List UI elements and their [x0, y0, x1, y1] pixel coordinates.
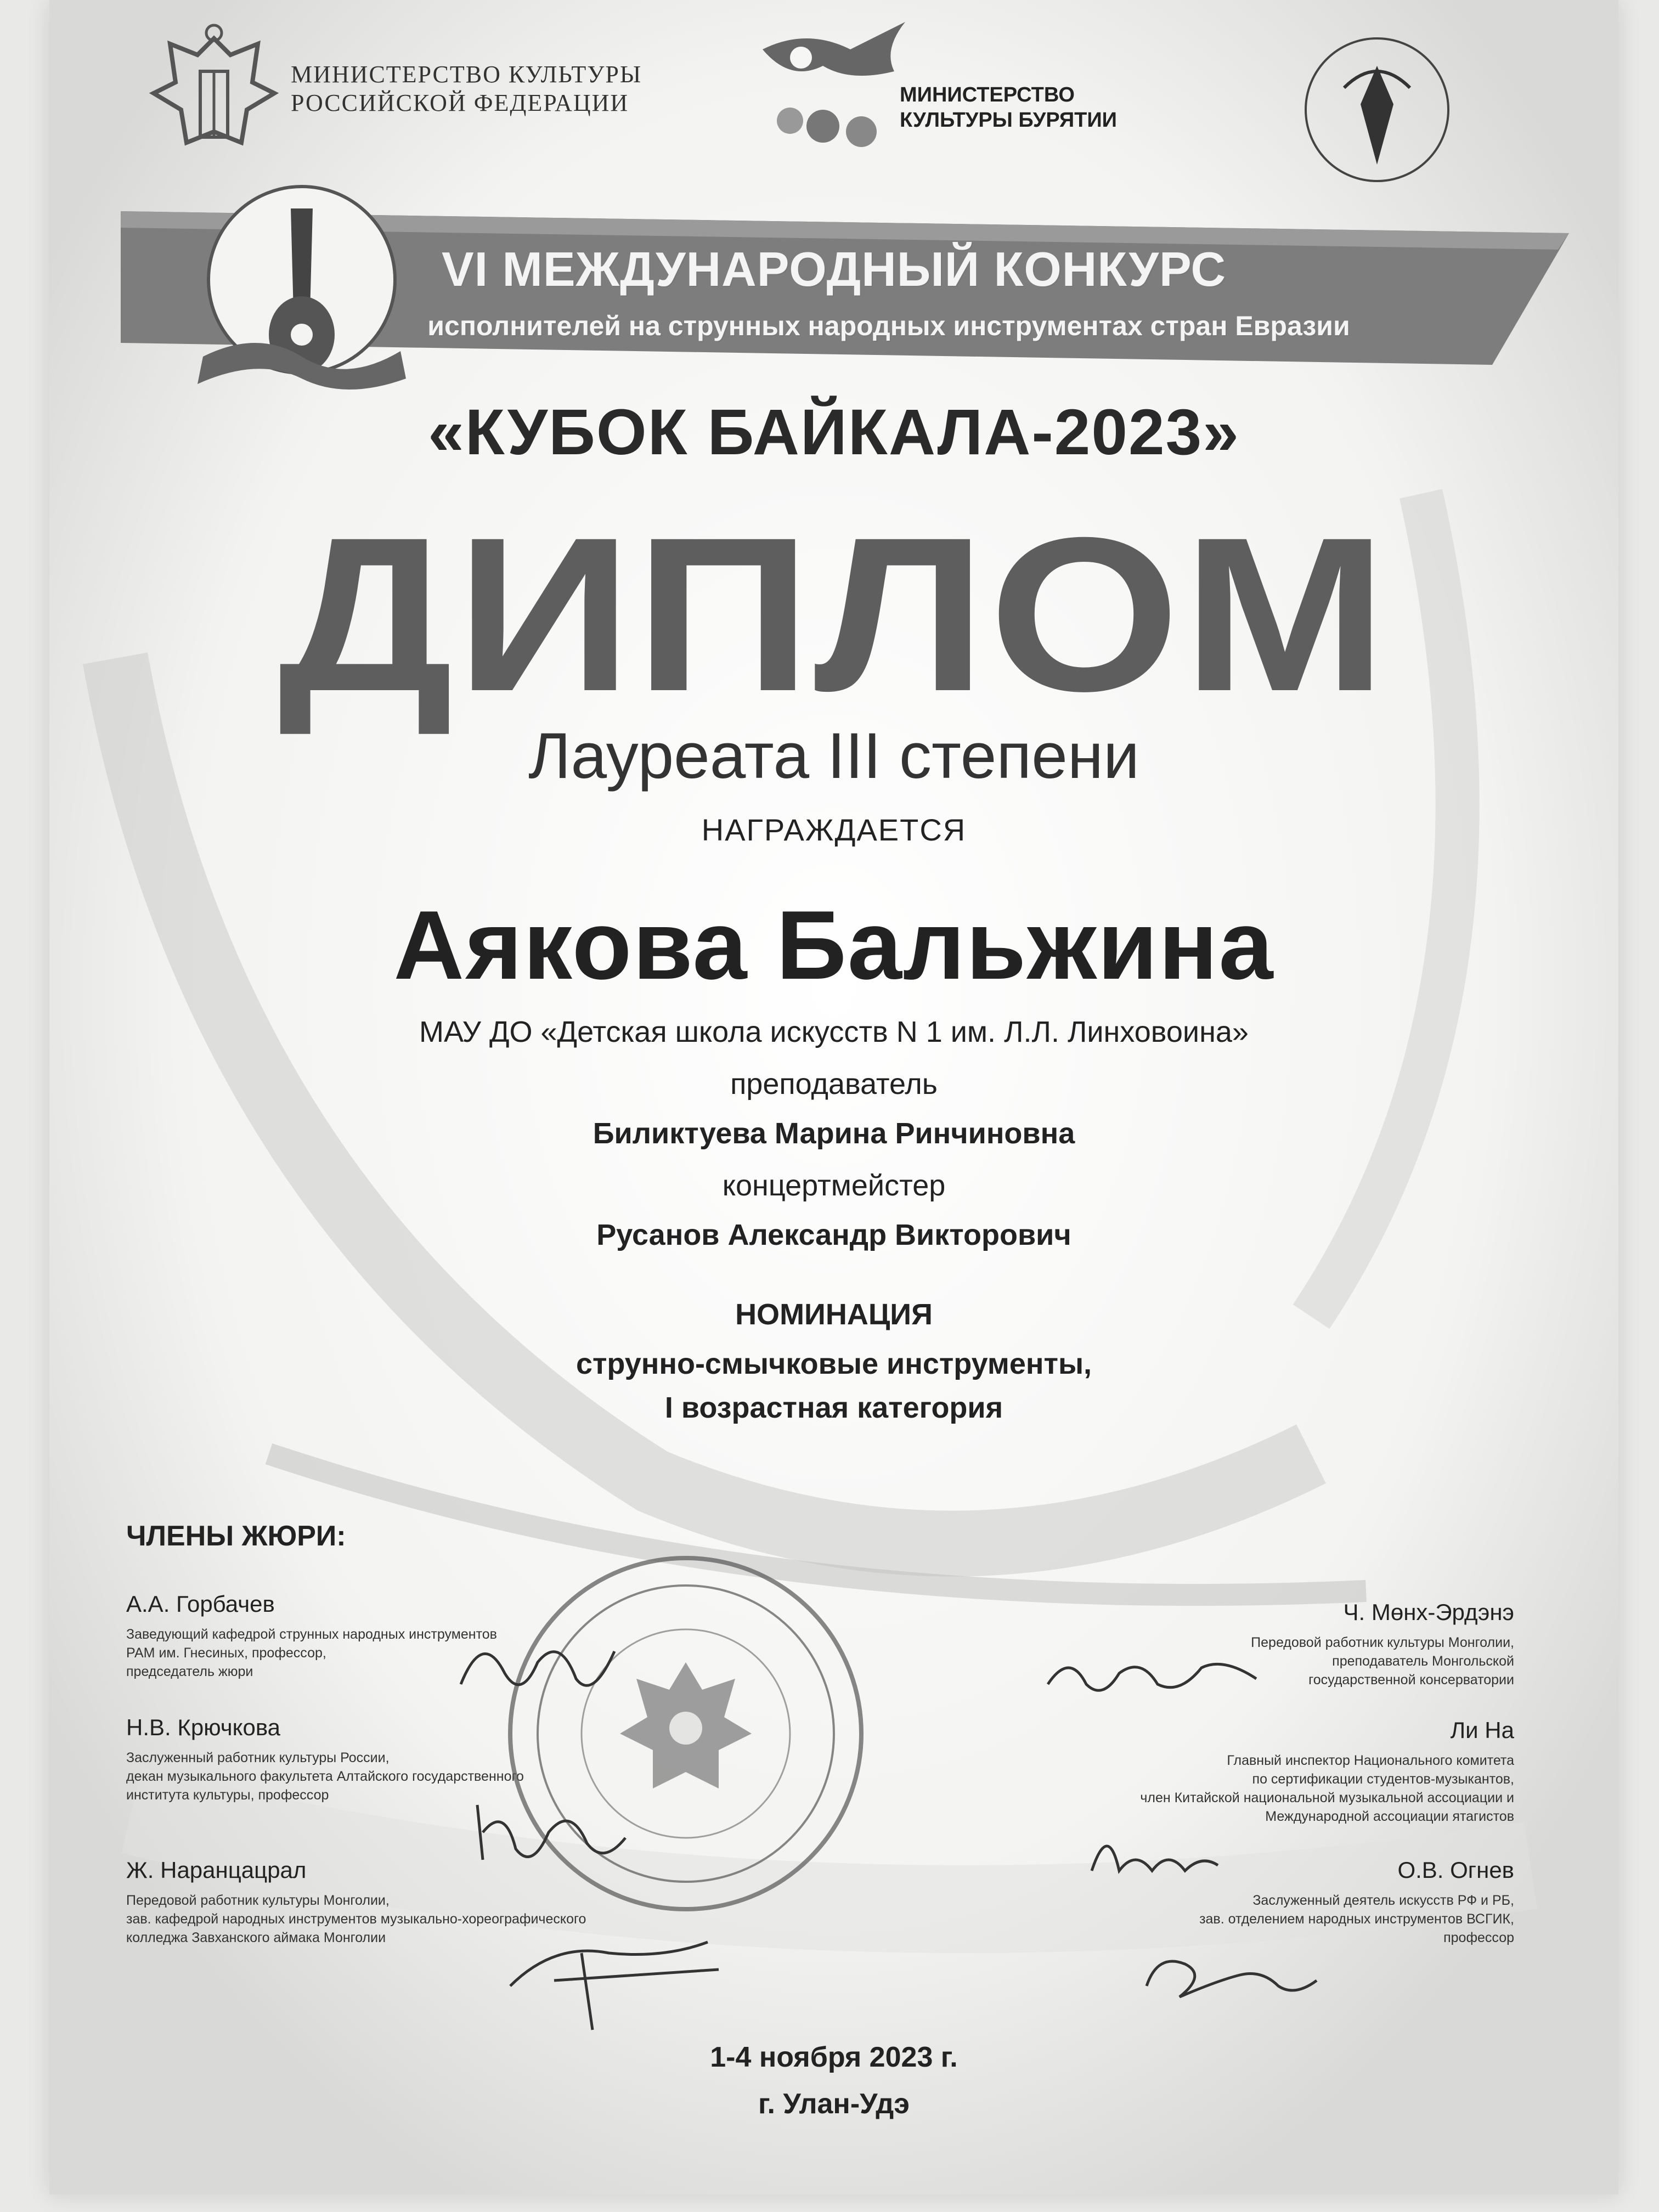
signature-kryuchkova-icon — [466, 1783, 631, 1876]
jury-member-name: Ли На — [1450, 1717, 1514, 1743]
jury-desc-line: Заслуженный работник культуры России, — [126, 1750, 390, 1765]
signature-monkh-erdene-icon — [1037, 1640, 1267, 1706]
teacher-name: Биликтуева Марина Ринчиновна — [592, 1117, 1075, 1150]
signature-ognev-icon — [1136, 1942, 1322, 2008]
banner-line-1: VI МЕЖДУНАРОДНЫЙ КОНКУРС — [441, 242, 1227, 296]
jury-desc-line: зав. кафедрой народных инструментов музыкально-хореографического — [126, 1911, 586, 1927]
jury-desc-line: Главный инспектор Национального комитета — [1227, 1753, 1514, 1768]
nomination-line-2: I возрастная категория — [664, 1391, 1003, 1424]
jury-desc-line: колледжа Завханского аймака Монголии — [126, 1930, 386, 1945]
teacher-role: преподаватель — [730, 1068, 938, 1101]
jury-desc-line: председатель жюри — [126, 1664, 253, 1679]
jury-desc-line: по сертификации студентов-музыкантов, — [1252, 1771, 1514, 1787]
event-city: г. Улан-Удэ — [758, 2088, 910, 2120]
jury-desc-line: государственной консерватории — [1308, 1672, 1514, 1688]
recipient-name: Аякова Бальжина — [393, 890, 1274, 1000]
laureate-degree: Лауреата III степени — [528, 720, 1139, 792]
awarded-label: НАГРАЖДАЕТСЯ — [701, 812, 967, 847]
signature-gorbachev-icon — [450, 1618, 625, 1717]
school-name: МАУ ДО «Детская школа искусств N 1 им. Л.Л. Линховоина» — [419, 1015, 1249, 1048]
jury-desc-line: зав. отделением народных инструментов ВСГИК, — [1199, 1911, 1514, 1927]
diploma-title: ДИПЛОМ — [278, 492, 1390, 737]
diploma-sheet — [49, 0, 1618, 2194]
ministry-buryatia-logo-icon — [741, 16, 916, 165]
jury-desc-line: член Китайской национальной музыкальной ассоциации и — [1140, 1790, 1514, 1805]
russian-eagle-emblem-icon — [148, 22, 280, 170]
accompanist-name: Русанов Александр Викторович — [596, 1218, 1071, 1251]
accompanist-role: концертмейстер — [722, 1169, 946, 1202]
event-date: 1-4 ноября 2023 г. — [710, 2041, 958, 2073]
jury-member-name: Ж. Наранцацрал — [126, 1857, 307, 1883]
ministry-buryatia-name — [900, 82, 1117, 133]
jury-desc-line: Заслуженный деятель искусств РФ и РБ, — [1252, 1893, 1514, 1908]
ministry-buryatia-line-2: КУЛЬТУРЫ БУРЯТИИ — [900, 109, 1117, 132]
jury-desc-line: Заведующий кафедрой струнных народных инструментов — [126, 1627, 497, 1642]
ministry-rf-line-1: МИНИСТЕРСТВО КУЛЬТУРЫ — [291, 61, 642, 88]
nomination-line-1: струнно-смычковые инструменты, — [575, 1347, 1092, 1380]
jury-desc-line: Международной ассоциации ятагистов — [1265, 1809, 1514, 1824]
jury-desc-line: преподаватель Монгольской — [1332, 1654, 1514, 1669]
jury-desc-line: декан музыкального факультета Алтайского государственного — [126, 1769, 524, 1784]
jury-member-description — [1020, 1891, 1514, 1947]
jury-desc-line: Передовой работник культуры Монголии, — [1251, 1635, 1514, 1650]
banner-line-2: исполнителей на струнных народных инструментах стран Евразии — [427, 311, 1350, 341]
vsgik-institute-seal-icon — [1278, 22, 1476, 198]
nomination-label: НОМИНАЦИЯ — [735, 1298, 933, 1331]
jury-member-name: А.А. Горбачев — [126, 1591, 275, 1617]
competition-title: «КУБОК БАЙКАЛА-2023» — [428, 396, 1240, 469]
signature-narantsatsral-icon — [499, 1920, 730, 2041]
jury-desc-line: Передовой работник культуры Монголии, — [126, 1893, 390, 1908]
jury-desc-line: профессор — [1443, 1930, 1514, 1945]
jury-desc-line: РАМ им. Гнесиных, профессор, — [126, 1645, 326, 1661]
jury-member-name: О.В. Огнев — [1397, 1857, 1514, 1883]
ministry-buryatia-line-1: МИНИСТЕРСТВО — [900, 83, 1075, 106]
jury-member — [1020, 1717, 1514, 1826]
jury-desc-line: института культуры, профессор — [126, 1787, 329, 1803]
jury-member-description — [1020, 1751, 1514, 1826]
jury-member-name: Ч. Мөнх-Эрдэнэ — [1343, 1599, 1514, 1625]
jury-title: ЧЛЕНЫ ЖЮРИ: — [126, 1520, 346, 1552]
ministry-rf-line-2: РОССИЙСКОЙ ФЕДЕРАЦИИ — [291, 89, 629, 116]
signature-li-na-icon — [1081, 1816, 1223, 1882]
ministry-rf-name — [291, 60, 642, 117]
jury-member-name: Н.В. Крючкова — [126, 1714, 281, 1740]
